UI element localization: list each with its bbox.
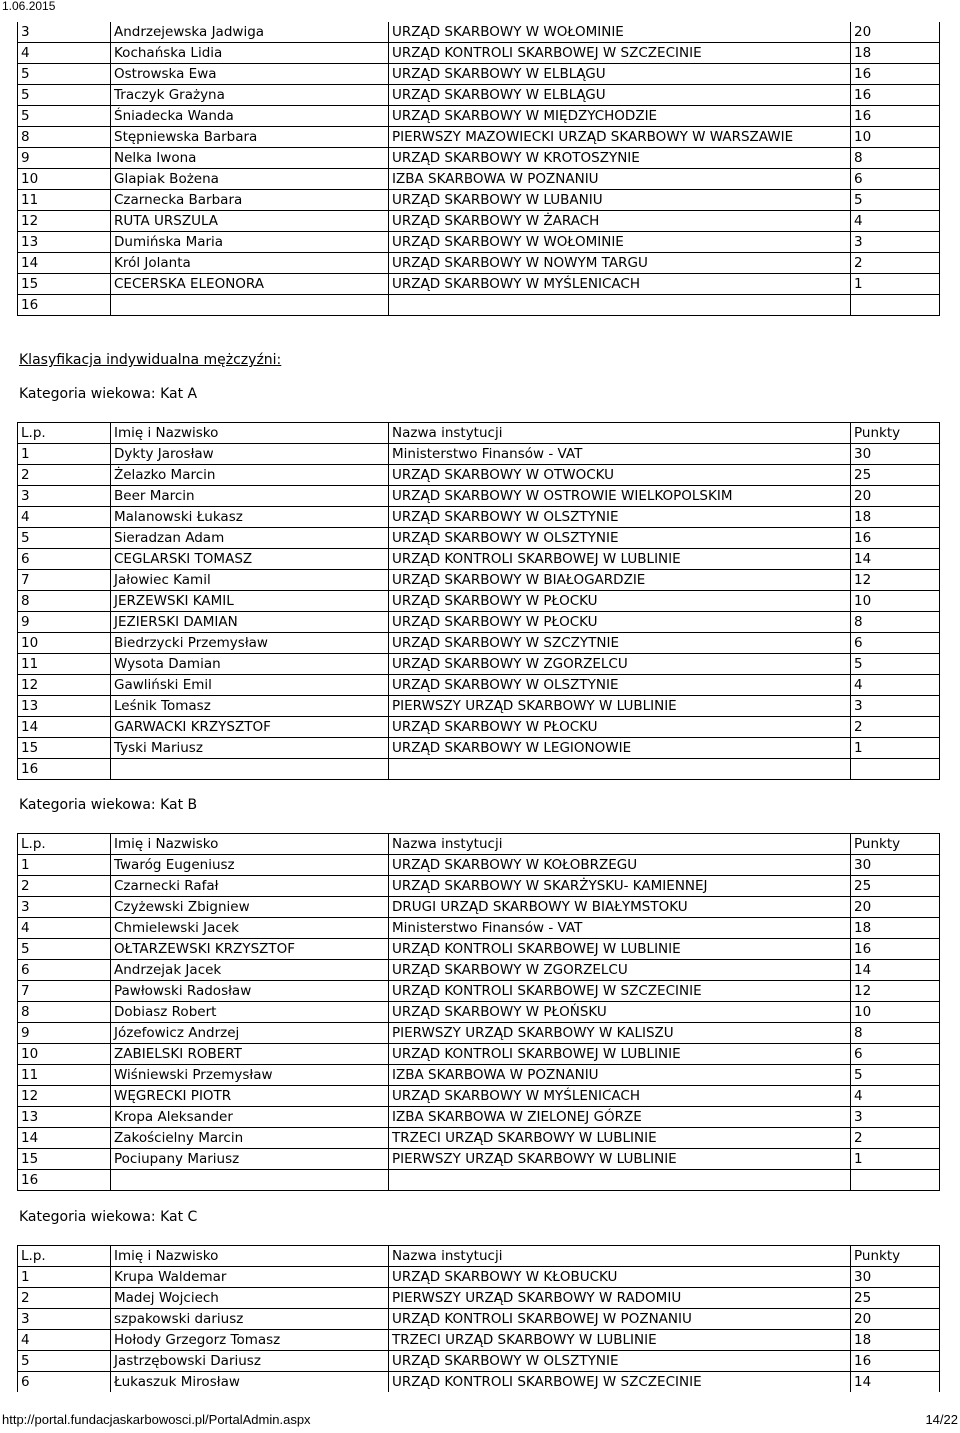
name-cell: Łukaszuk Mirosław <box>111 1372 389 1393</box>
points-cell: 3 <box>851 1107 940 1128</box>
lp-cell: 12 <box>18 1086 111 1107</box>
table-row <box>18 1170 940 1191</box>
institution-cell: PIERWSZY URZĄD SKARBOWY W RADOMIU <box>389 1288 851 1309</box>
institution-cell: URZĄD KONTROLI SKARBOWEJ W SZCZECINIE <box>389 1372 851 1393</box>
points-cell: 20 <box>851 486 940 507</box>
points-cell: 16 <box>851 64 940 85</box>
lp-cell: 1 <box>18 1267 111 1288</box>
table-row <box>18 918 940 939</box>
table-row <box>18 253 940 274</box>
name-cell: Hołody Grzegorz Tomasz <box>111 1330 389 1351</box>
points-cell: 10 <box>851 591 940 612</box>
institution-cell: URZĄD SKARBOWY W BIAŁOGARDZIE <box>389 570 851 591</box>
institution-cell: DRUGI URZĄD SKARBOWY W BIAŁYMSTOKU <box>389 897 851 918</box>
points-cell: 16 <box>851 106 940 127</box>
institution-cell: URZĄD SKARBOWY W KOŁOBRZEGU <box>389 855 851 876</box>
institution-cell: URZĄD SKARBOWY W ŻARACH <box>389 211 851 232</box>
name-cell: Leśnik Tomasz <box>111 696 389 717</box>
lp-cell: 16 <box>18 759 111 780</box>
institution-cell: PIERWSZY URZĄD SKARBOWY W LUBLINIE <box>389 696 851 717</box>
name-cell: Pociupany Mariusz <box>111 1149 389 1170</box>
table-row <box>18 127 940 148</box>
institution-cell: URZĄD SKARBOWY W PŁOCKU <box>389 591 851 612</box>
lp-cell: 3 <box>18 486 111 507</box>
lp-cell: 6 <box>18 1372 111 1393</box>
lp-cell: 1 <box>18 855 111 876</box>
points-cell: 16 <box>851 85 940 106</box>
points-cell: 5 <box>851 654 940 675</box>
lp-cell: 2 <box>18 1288 111 1309</box>
institution-cell: URZĄD SKARBOWY W LUBANIU <box>389 190 851 211</box>
institution-cell: URZĄD SKARBOWY W KROTOSZYNIE <box>389 148 851 169</box>
lp-cell: 5 <box>18 106 111 127</box>
table-row <box>18 1086 940 1107</box>
name-cell: Wiśniewski Przemysław <box>111 1065 389 1086</box>
column-header: Nazwa instytucji <box>389 1246 851 1267</box>
lp-cell: 10 <box>18 1044 111 1065</box>
lp-cell: 8 <box>18 1002 111 1023</box>
table-row <box>18 570 940 591</box>
points-cell: 6 <box>851 1044 940 1065</box>
name-cell: CECERSKA ELEONORA <box>111 274 389 295</box>
lp-cell: 15 <box>18 738 111 759</box>
name-cell: Biedrzycki Przemysław <box>111 633 389 654</box>
name-cell <box>111 295 389 316</box>
name-cell: Chmielewski Jacek <box>111 918 389 939</box>
institution-cell: URZĄD SKARBOWY W PŁOCKU <box>389 717 851 738</box>
name-cell: CEGLARSKI TOMASZ <box>111 549 389 570</box>
points-cell: 18 <box>851 507 940 528</box>
points-cell: 25 <box>851 465 940 486</box>
institution-cell: PIERWSZY MAZOWIECKI URZĄD SKARBOWY W WARSZAWIE <box>389 127 851 148</box>
category-a-body <box>18 423 940 780</box>
table-row <box>18 612 940 633</box>
lp-cell: 5 <box>18 85 111 106</box>
institution-cell: IZBA SKARBOWA W POZNANIU <box>389 169 851 190</box>
table-row <box>18 876 940 897</box>
name-cell: szpakowski dariusz <box>111 1309 389 1330</box>
column-header: Punkty <box>851 834 940 855</box>
name-cell: Józefowicz Andrzej <box>111 1023 389 1044</box>
table-row <box>18 1309 940 1330</box>
table-row <box>18 1044 940 1065</box>
lp-cell: 6 <box>18 549 111 570</box>
points-cell: 20 <box>851 1309 940 1330</box>
lp-cell: 11 <box>18 654 111 675</box>
category-b-body <box>18 834 940 1191</box>
table-row <box>18 444 940 465</box>
lp-cell: 11 <box>18 190 111 211</box>
name-cell: Nelka Iwona <box>111 148 389 169</box>
institution-cell: URZĄD SKARBOWY W MYŚLENICACH <box>389 1086 851 1107</box>
points-cell: 30 <box>851 1267 940 1288</box>
women-results-body <box>18 22 940 316</box>
column-header: L.p. <box>18 423 111 444</box>
lp-cell: 11 <box>18 1065 111 1086</box>
lp-cell: 5 <box>18 528 111 549</box>
name-cell: Twaróg Eugeniusz <box>111 855 389 876</box>
points-cell: 16 <box>851 939 940 960</box>
institution-cell <box>389 1170 851 1191</box>
table-row <box>18 190 940 211</box>
lp-cell: 10 <box>18 633 111 654</box>
table-row <box>18 528 940 549</box>
points-cell: 30 <box>851 444 940 465</box>
category-c-title: Kategoria wiekowa: Kat C <box>19 1209 198 1225</box>
table-row <box>18 675 940 696</box>
table-row <box>18 1065 940 1086</box>
table-header-row <box>18 1246 940 1267</box>
points-cell: 1 <box>851 274 940 295</box>
lp-cell: 12 <box>18 675 111 696</box>
points-cell: 8 <box>851 148 940 169</box>
points-cell: 16 <box>851 1351 940 1372</box>
points-cell: 12 <box>851 570 940 591</box>
name-cell: Ostrowska Ewa <box>111 64 389 85</box>
institution-cell: URZĄD SKARBOWY W ZGORZELCU <box>389 654 851 675</box>
institution-cell: TRZECI URZĄD SKARBOWY W LUBLINIE <box>389 1128 851 1149</box>
name-cell: Krupa Waldemar <box>111 1267 389 1288</box>
table-row <box>18 717 940 738</box>
name-cell: Andrzejewska Jadwiga <box>111 22 389 43</box>
lp-cell: 1 <box>18 444 111 465</box>
points-cell: 20 <box>851 897 940 918</box>
institution-cell: URZĄD SKARBOWY W WOŁOMINIE <box>389 22 851 43</box>
table-row <box>18 295 940 316</box>
name-cell: Dumińska Maria <box>111 232 389 253</box>
category-a-title: Kategoria wiekowa: Kat A <box>19 386 198 402</box>
name-cell: Żelazko Marcin <box>111 465 389 486</box>
table-row <box>18 43 940 64</box>
table-row <box>18 696 940 717</box>
table-row <box>18 1288 940 1309</box>
name-cell: RUTA URSZULA <box>111 211 389 232</box>
table-row <box>18 960 940 981</box>
men-classification-heading: Klasyfikacja indywidualna mężczyźni: <box>19 352 282 368</box>
name-cell: Malanowski Łukasz <box>111 507 389 528</box>
lp-cell: 16 <box>18 1170 111 1191</box>
category-b-title: Kategoria wiekowa: Kat B <box>19 797 198 813</box>
table-row <box>18 507 940 528</box>
points-cell: 14 <box>851 549 940 570</box>
lp-cell: 7 <box>18 570 111 591</box>
table-row <box>18 85 940 106</box>
institution-cell: URZĄD SKARBOWY W SZCZYTNIE <box>389 633 851 654</box>
lp-cell: 3 <box>18 1309 111 1330</box>
lp-cell: 14 <box>18 717 111 738</box>
points-cell: 18 <box>851 918 940 939</box>
name-cell: Traczyk Grażyna <box>111 85 389 106</box>
points-cell: 1 <box>851 1149 940 1170</box>
table-row <box>18 654 940 675</box>
name-cell: Tyski Mariusz <box>111 738 389 759</box>
lp-cell: 5 <box>18 939 111 960</box>
name-cell: GARWACKI KRZYSZTOF <box>111 717 389 738</box>
table-row <box>18 169 940 190</box>
points-cell: 10 <box>851 1002 940 1023</box>
points-cell: 1 <box>851 738 940 759</box>
name-cell <box>111 759 389 780</box>
table-row <box>18 1149 940 1170</box>
print-date: 1.06.2015 <box>2 0 56 13</box>
name-cell: Dobiasz Robert <box>111 1002 389 1023</box>
institution-cell: URZĄD SKARBOWY W OSTROWIE WIELKOPOLSKIM <box>389 486 851 507</box>
name-cell: Andrzejak Jacek <box>111 960 389 981</box>
table-row <box>18 759 940 780</box>
institution-cell: URZĄD SKARBOWY W MYŚLENICACH <box>389 274 851 295</box>
points-cell: 14 <box>851 1372 940 1393</box>
lp-cell: 2 <box>18 465 111 486</box>
institution-cell: URZĄD SKARBOWY W OLSZTYNIE <box>389 1351 851 1372</box>
points-cell: 18 <box>851 1330 940 1351</box>
lp-cell: 9 <box>18 1023 111 1044</box>
lp-cell: 3 <box>18 22 111 43</box>
institution-cell: URZĄD KONTROLI SKARBOWEJ W SZCZECINIE <box>389 981 851 1002</box>
table-row <box>18 274 940 295</box>
points-cell: 4 <box>851 675 940 696</box>
lp-cell: 4 <box>18 43 111 64</box>
table-header-row <box>18 423 940 444</box>
lp-cell: 7 <box>18 981 111 1002</box>
name-cell: OŁTARZEWSKI KRZYSZTOF <box>111 939 389 960</box>
points-cell: 18 <box>851 43 940 64</box>
name-cell: Kochańska Lidia <box>111 43 389 64</box>
table-row <box>18 855 940 876</box>
name-cell: Gawliński Emil <box>111 675 389 696</box>
lp-cell: 10 <box>18 169 111 190</box>
table-row <box>18 1351 940 1372</box>
table-row <box>18 981 940 1002</box>
lp-cell: 13 <box>18 696 111 717</box>
points-cell: 2 <box>851 253 940 274</box>
institution-cell: URZĄD SKARBOWY W PŁOŃSKU <box>389 1002 851 1023</box>
column-header: L.p. <box>18 834 111 855</box>
table-row <box>18 738 940 759</box>
lp-cell: 16 <box>18 295 111 316</box>
name-cell: Kropa Aleksander <box>111 1107 389 1128</box>
points-cell: 6 <box>851 633 940 654</box>
institution-cell: URZĄD KONTROLI SKARBOWEJ W POZNANIU <box>389 1309 851 1330</box>
table-row <box>18 549 940 570</box>
page-number: 14/22 <box>925 1412 958 1427</box>
category-b-table <box>17 833 940 1191</box>
lp-cell: 8 <box>18 591 111 612</box>
lp-cell: 9 <box>18 148 111 169</box>
lp-cell: 4 <box>18 1330 111 1351</box>
points-cell: 8 <box>851 612 940 633</box>
points-cell <box>851 1170 940 1191</box>
points-cell <box>851 295 940 316</box>
name-cell: Jałowiec Kamil <box>111 570 389 591</box>
table-row <box>18 1023 940 1044</box>
institution-cell: TRZECI URZĄD SKARBOWY W LUBLINIE <box>389 1330 851 1351</box>
table-row <box>18 22 940 43</box>
table-row <box>18 106 940 127</box>
points-cell: 4 <box>851 1086 940 1107</box>
points-cell: 2 <box>851 717 940 738</box>
category-a-table <box>17 422 940 780</box>
name-cell: Czarnecka Barbara <box>111 190 389 211</box>
institution-cell: URZĄD KONTROLI SKARBOWEJ W SZCZECINIE <box>389 43 851 64</box>
table-row <box>18 148 940 169</box>
name-cell: ZABIELSKI ROBERT <box>111 1044 389 1065</box>
table-row <box>18 232 940 253</box>
points-cell: 2 <box>851 1128 940 1149</box>
name-cell: Madej Wojciech <box>111 1288 389 1309</box>
name-cell: Glapiak Bożena <box>111 169 389 190</box>
institution-cell <box>389 295 851 316</box>
institution-cell: URZĄD SKARBOWY W PŁOCKU <box>389 612 851 633</box>
points-cell: 12 <box>851 981 940 1002</box>
table-row <box>18 211 940 232</box>
table-row <box>18 1267 940 1288</box>
lp-cell: 3 <box>18 897 111 918</box>
institution-cell: URZĄD KONTROLI SKARBOWEJ W LUBLINIE <box>389 549 851 570</box>
lp-cell: 9 <box>18 612 111 633</box>
points-cell: 25 <box>851 876 940 897</box>
lp-cell: 12 <box>18 211 111 232</box>
table-row <box>18 1372 940 1393</box>
name-cell: Sieradzan Adam <box>111 528 389 549</box>
points-cell: 8 <box>851 1023 940 1044</box>
institution-cell: URZĄD SKARBOWY W OLSZTYNIE <box>389 528 851 549</box>
institution-cell: IZBA SKARBOWA W ZIELONEJ GÓRZE <box>389 1107 851 1128</box>
lp-cell: 14 <box>18 1128 111 1149</box>
name-cell: Śniadecka Wanda <box>111 106 389 127</box>
name-cell <box>111 1170 389 1191</box>
name-cell: Król Jolanta <box>111 253 389 274</box>
lp-cell: 2 <box>18 876 111 897</box>
table-row <box>18 486 940 507</box>
institution-cell: URZĄD SKARBOWY W NOWYM TARGU <box>389 253 851 274</box>
points-cell: 14 <box>851 960 940 981</box>
institution-cell: URZĄD SKARBOWY W MIĘDZYCHODZIE <box>389 106 851 127</box>
points-cell: 5 <box>851 1065 940 1086</box>
column-header: L.p. <box>18 1246 111 1267</box>
lp-cell: 6 <box>18 960 111 981</box>
institution-cell: Ministerstwo Finansów - VAT <box>389 918 851 939</box>
points-cell: 25 <box>851 1288 940 1309</box>
name-cell: Jastrzębowski Dariusz <box>111 1351 389 1372</box>
lp-cell: 14 <box>18 253 111 274</box>
lp-cell: 5 <box>18 64 111 85</box>
name-cell: Czyżewski Zbigniew <box>111 897 389 918</box>
lp-cell: 15 <box>18 1149 111 1170</box>
table-row <box>18 1002 940 1023</box>
points-cell: 3 <box>851 696 940 717</box>
institution-cell: URZĄD SKARBOWY W KŁOBUCKU <box>389 1267 851 1288</box>
institution-cell <box>389 759 851 780</box>
lp-cell: 5 <box>18 1351 111 1372</box>
table-row <box>18 897 940 918</box>
page-url: http://portal.fundacjaskarbowosci.pl/PortalAdmin.aspx <box>2 1412 311 1427</box>
table-row <box>18 1330 940 1351</box>
column-header: Punkty <box>851 1246 940 1267</box>
name-cell: JERZEWSKI KAMIL <box>111 591 389 612</box>
table-header-row <box>18 834 940 855</box>
table-row <box>18 633 940 654</box>
institution-cell: PIERWSZY URZĄD SKARBOWY W LUBLINIE <box>389 1149 851 1170</box>
points-cell <box>851 759 940 780</box>
points-cell: 4 <box>851 211 940 232</box>
lp-cell: 8 <box>18 127 111 148</box>
name-cell: Zakościelny Marcin <box>111 1128 389 1149</box>
institution-cell: URZĄD SKARBOWY W LEGIONOWIE <box>389 738 851 759</box>
points-cell: 3 <box>851 232 940 253</box>
table-row <box>18 591 940 612</box>
points-cell: 5 <box>851 190 940 211</box>
points-cell: 6 <box>851 169 940 190</box>
column-header: Imię i Nazwisko <box>111 834 389 855</box>
name-cell: Dykty Jarosław <box>111 444 389 465</box>
table-row <box>18 1128 940 1149</box>
lp-cell: 13 <box>18 232 111 253</box>
lp-cell: 4 <box>18 507 111 528</box>
institution-cell: URZĄD KONTROLI SKARBOWEJ W LUBLINIE <box>389 1044 851 1065</box>
institution-cell: URZĄD SKARBOWY W ZGORZELCU <box>389 960 851 981</box>
table-row <box>18 465 940 486</box>
institution-cell: URZĄD SKARBOWY W WOŁOMINIE <box>389 232 851 253</box>
lp-cell: 4 <box>18 918 111 939</box>
institution-cell: Ministerstwo Finansów - VAT <box>389 444 851 465</box>
lp-cell: 13 <box>18 1107 111 1128</box>
category-c-table <box>17 1245 940 1392</box>
column-header: Imię i Nazwisko <box>111 423 389 444</box>
institution-cell: URZĄD KONTROLI SKARBOWEJ W LUBLINIE <box>389 939 851 960</box>
institution-cell: URZĄD SKARBOWY W OTWOCKU <box>389 465 851 486</box>
name-cell: Stępniewska Barbara <box>111 127 389 148</box>
points-cell: 30 <box>851 855 940 876</box>
institution-cell: URZĄD SKARBOWY W OLSZTYNIE <box>389 507 851 528</box>
column-header: Nazwa instytucji <box>389 834 851 855</box>
table-row <box>18 1107 940 1128</box>
points-cell: 10 <box>851 127 940 148</box>
name-cell: Beer Marcin <box>111 486 389 507</box>
institution-cell: URZĄD SKARBOWY W SKARŻYSKU- KAMIENNEJ <box>389 876 851 897</box>
column-header: Imię i Nazwisko <box>111 1246 389 1267</box>
institution-cell: URZĄD SKARBOWY W ELBLĄGU <box>389 64 851 85</box>
women-results-table <box>17 22 940 316</box>
category-c-body <box>18 1246 940 1393</box>
column-header: Nazwa instytucji <box>389 423 851 444</box>
name-cell: JEZIERSKI DAMIAN <box>111 612 389 633</box>
table-row <box>18 64 940 85</box>
name-cell: Pawłowski Radosław <box>111 981 389 1002</box>
institution-cell: IZBA SKARBOWA W POZNANIU <box>389 1065 851 1086</box>
institution-cell: URZĄD SKARBOWY W OLSZTYNIE <box>389 675 851 696</box>
points-cell: 16 <box>851 528 940 549</box>
points-cell: 20 <box>851 22 940 43</box>
table-row <box>18 939 940 960</box>
lp-cell: 15 <box>18 274 111 295</box>
name-cell: WĘGRECKI PIOTR <box>111 1086 389 1107</box>
name-cell: Wysota Damian <box>111 654 389 675</box>
institution-cell: PIERWSZY URZĄD SKARBOWY W KALISZU <box>389 1023 851 1044</box>
column-header: Punkty <box>851 423 940 444</box>
institution-cell: URZĄD SKARBOWY W ELBLĄGU <box>389 85 851 106</box>
name-cell: Czarnecki Rafał <box>111 876 389 897</box>
